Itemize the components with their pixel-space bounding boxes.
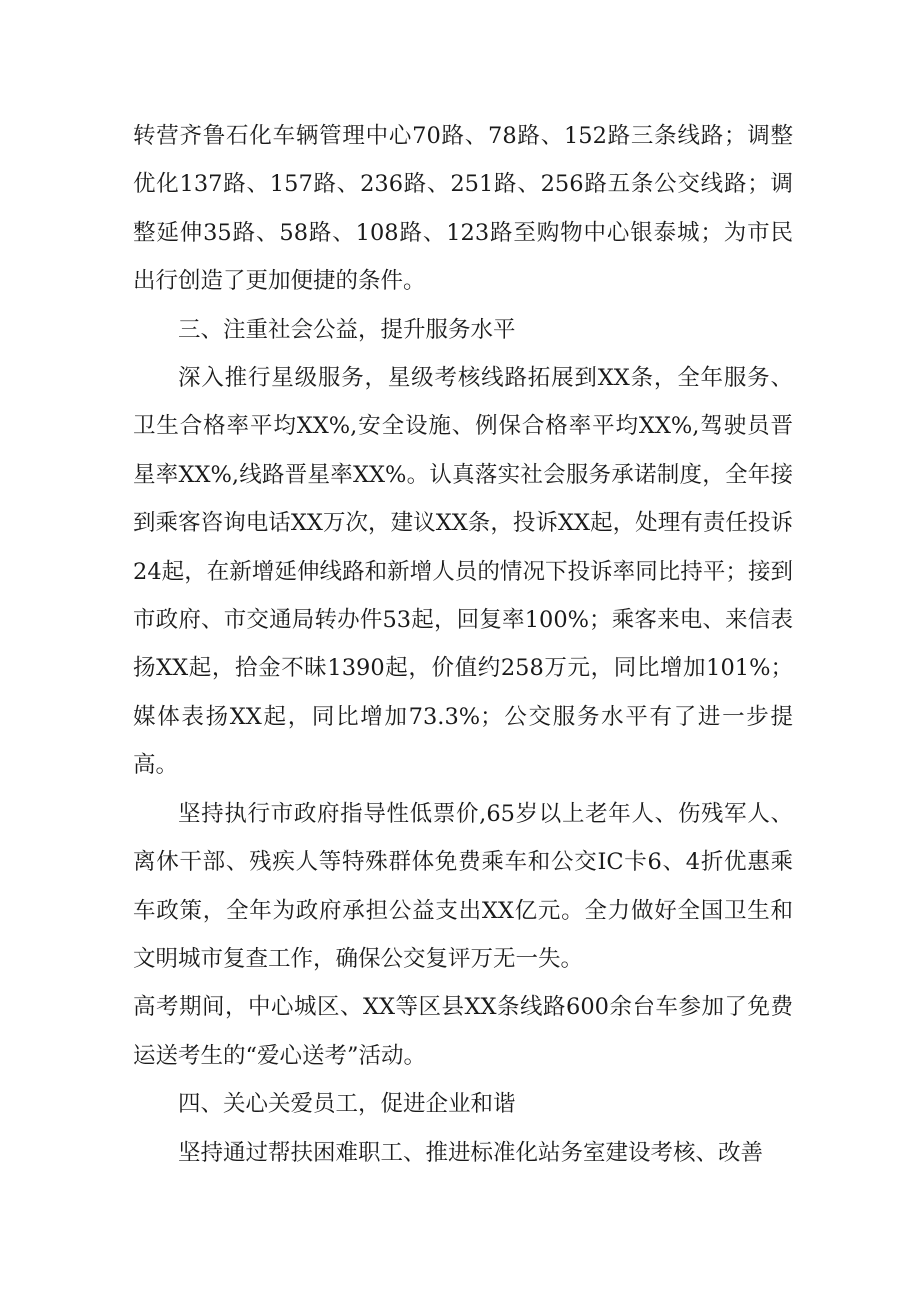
section-heading-employee-care: 四、关心关爱员工，促进企业和谐 [178,1091,516,1118]
section-heading-social-welfare: 三、注重社会公益，提升服务水平 [178,316,516,343]
document-body [133,112,793,1177]
paragraph-exam-transport: 高考期间，中心城区、XX等区县XX条线路600余台车参加了免费运送考生的“爱心送考”活动。 [133,994,793,1069]
paragraph-route-adjustments: 转营齐鲁石化车辆管理中心70路、78路、152路三条线路；调整优化137路、157路、236路、251路、256路五条公交线路；调整延伸35路、58路、108路、123路至购物中心银泰城；为市民出行创造了更加便捷的条件。 [133,123,793,295]
paragraph-low-fare-policy: 坚持执行市政府指导性低票价,65岁以上老年人、伤残军人、离休干部、残疾人等特殊群体免费乘车和公交IC卡6、4折优惠乘车政策，全年为政府承担公益支出XX亿元。全力做好全国卫生和文明城市复查工作，确保公交复评万无一失。 [133,800,793,972]
paragraph-star-service: 深入推行星级服务，星级考核线路拓展到XX条，全年服务、卫生合格率平均XX%,安全设施、例保合格率平均XX%,驾驶员晋星率XX%,线路晋星率XX%。认真落实社会服务承诺制度，全年接到乘客咨询电话XX万次，建议XX条，投诉XX起，处理有责任投诉24起，在新增延伸线路和新增人员的情况下投诉率同比持平；接到市政府、市交通局转办件53起，回复率100%；乘客来电、来信表扬XX起，拾金不昧1390起，价值约258万元，同比增加101%；媒体表扬XX起，同比增加73.3%；公交服务水平有了进一步提高。 [133,365,793,779]
paragraph-employee-support: 坚持通过帮扶困难职工、推进标准化站务室建设考核、改善 [178,1139,764,1166]
